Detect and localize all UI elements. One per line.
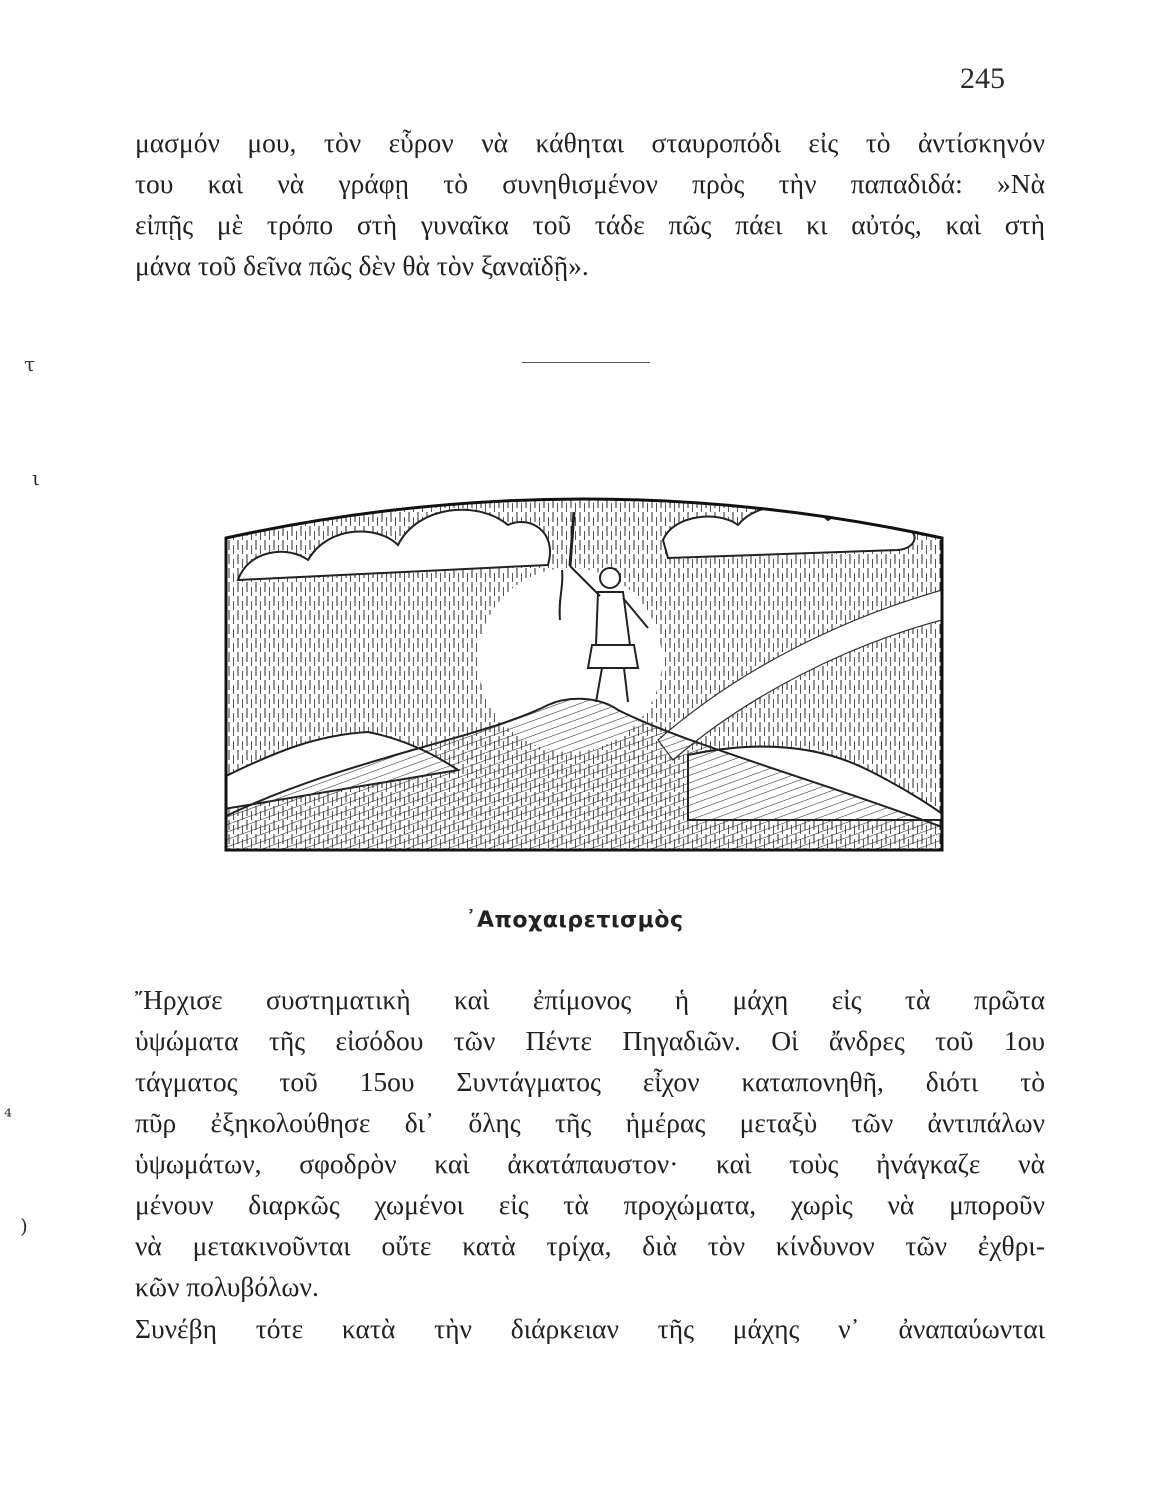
illustration-caption: ᾿Αποχαιρετισμὸς — [465, 908, 684, 933]
text-line: ὑψωμάτων, σφοδρὸν καὶ ἀκατάπαυστον· καὶ τοὺς ἠνάγκαζε νὰ — [135, 1148, 1045, 1179]
text-line: μασμόν μου, τὸν εὗρον νὰ κάθηται σταυροπόδι εἰς τὸ ἀντίσκηνόν — [135, 127, 1045, 158]
illustration-farewell — [218, 470, 950, 856]
text-line: νὰ μετακινοῦνται οὔτε κατὰ τρίχα, διὰ τὸν κίνδυνον τῶν ἐχθρι- — [135, 1230, 1045, 1261]
text-line: μάνα τοῦ δεῖνα πῶς δὲν θὰ τὸν ξαναϊδῇ». — [135, 250, 589, 281]
margin-mark: τ — [24, 352, 36, 376]
paragraph-1 — [135, 122, 1045, 286]
text-line: μένουν διαρκῶς χωμένοι εἰς τὰ προχώματα, χωρὶς νὰ μποροῦν — [135, 1189, 1045, 1220]
margin-mark: ⁴ — [4, 1104, 13, 1128]
margin-mark: ) — [20, 1214, 28, 1238]
text-line: πῦρ ἐξηκολούθησε δι᾿ ὅλης τῆς ἡμέρας μεταξὺ τῶν ἀντιπάλων — [135, 1107, 1045, 1138]
text-line: εἰπῇς μὲ τρόπο στὴ γυναῖκα τοῦ τάδε πῶς πάει κι αὐτός, καὶ στὴ — [135, 209, 1045, 240]
margin-mark: ι — [32, 466, 40, 490]
page-number: 245 — [960, 62, 1005, 95]
paragraph-3 — [135, 1308, 1045, 1349]
text-line: Ἤρχισε συστηματικὴ καὶ ἐπίμονος ἡ μάχη εἰς τὰ πρῶτα — [135, 984, 1045, 1015]
illustration-scene — [218, 470, 950, 856]
text-line: τάγματος τοῦ 15ου Συντάγματος εἶχον καταπονηθῆ, διότι τὸ — [135, 1066, 1045, 1097]
paragraph-2 — [135, 979, 1045, 1307]
text-line: Συνέβη τότε κατὰ τὴν διάρκειαν τῆς μάχης ν᾿ ἀναπαύωνται — [135, 1313, 1045, 1344]
text-line: του καὶ νὰ γράφῃ τὸ συνηθισμένον πρὸς τὴν παπαδιδά: »Νὰ — [135, 168, 1045, 199]
text-line: ὑψώματα τῆς εἰσόδου τῶν Πέντε Πηγαδιῶν. Οἱ ἄνδρες τοῦ 1ου — [135, 1025, 1045, 1056]
section-divider — [522, 362, 650, 363]
text-line: κῶν πολυβόλων. — [135, 1271, 319, 1302]
